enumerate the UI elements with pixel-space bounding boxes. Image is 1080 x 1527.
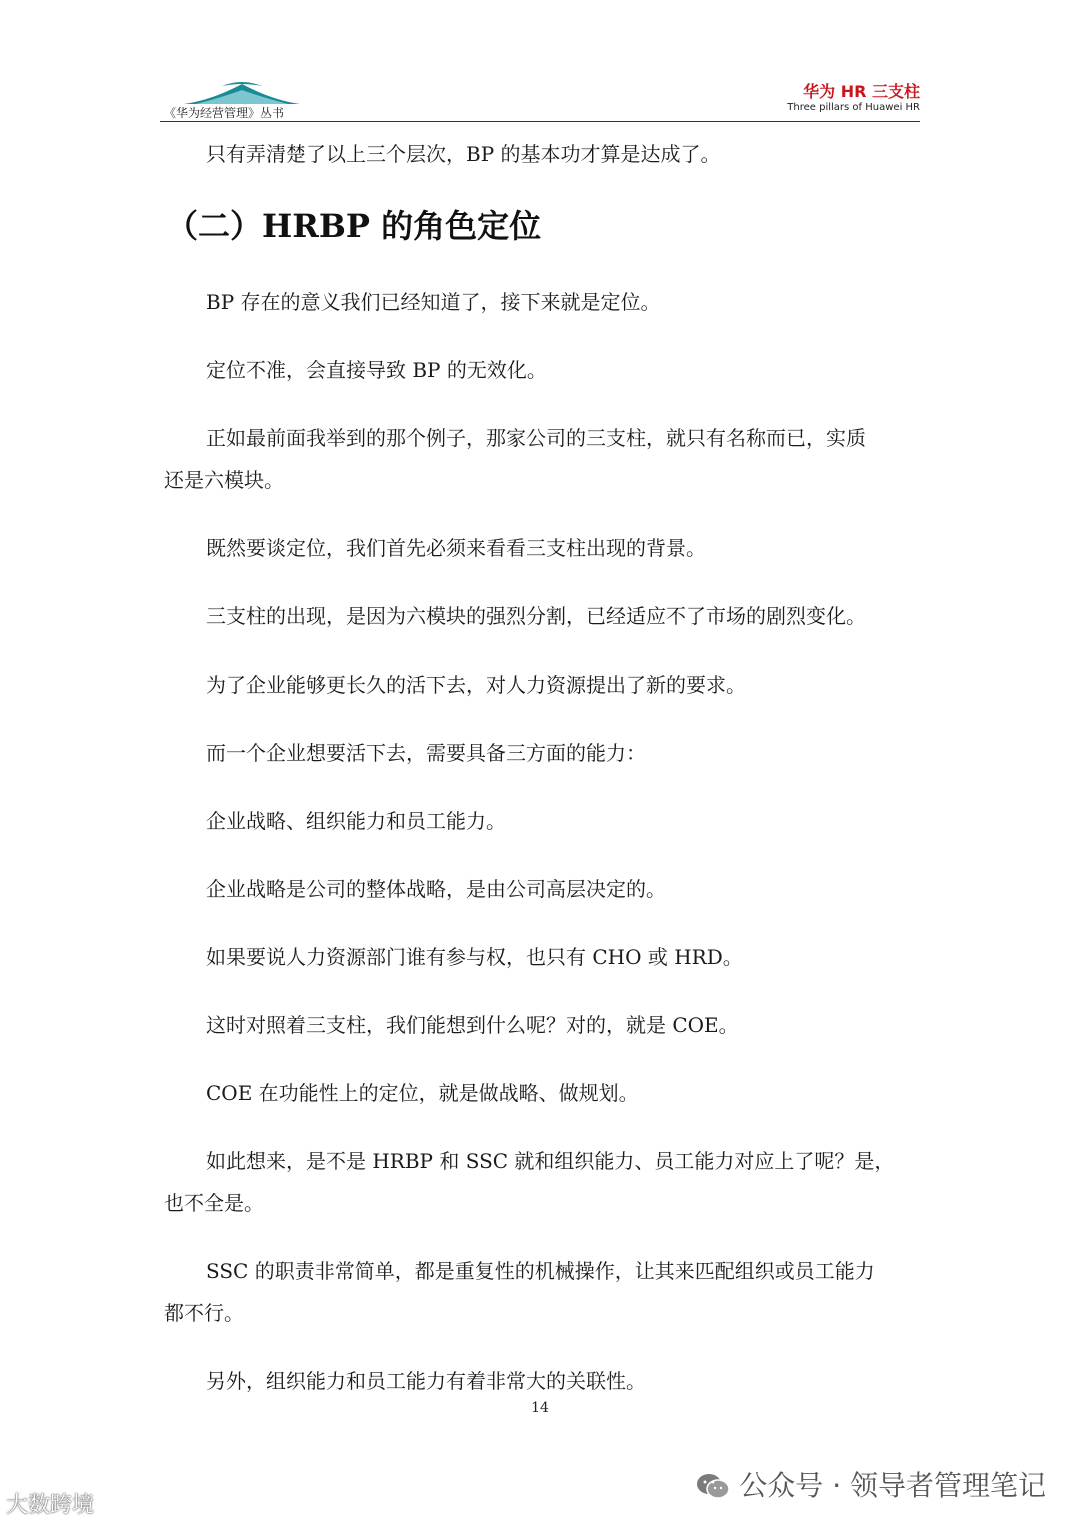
body-line: 另外，组织能力和员工能力有着非常大的关联性。 xyxy=(206,1369,646,1393)
header-divider xyxy=(160,121,920,122)
watermark-left: 大数跨境 xyxy=(6,1493,95,1518)
watermark-right xyxy=(695,1466,1046,1506)
body-line: 定位不准，会直接导致 BP 的无效化。 xyxy=(206,358,547,382)
body-line: 企业战略是公司的整体战略，是由公司高层决定的。 xyxy=(206,877,666,901)
body-line: 既然要谈定位，我们首先必须来看看三支柱出现的背景。 xyxy=(206,536,706,560)
brand-subtitle: Three pillars of Huawei HR xyxy=(787,102,920,113)
mountain-logo-icon xyxy=(182,78,302,106)
body-line: 只有弄清楚了以上三个层次，BP 的基本功才算是达成了。 xyxy=(206,142,721,166)
body-line: 而一个企业想要活下去，需要具备三方面的能力： xyxy=(206,741,646,765)
body-line: SSC 的职责非常简单，都是重复性的机械操作，让其来匹配组织或员工能力 xyxy=(206,1259,875,1283)
brand-title: 华为 HR 三支柱 xyxy=(803,82,920,101)
wechat-icon xyxy=(695,1471,731,1501)
page-header xyxy=(160,70,920,122)
body-line: 为了企业能够更长久的活下去，对人力资源提出了新的要求。 xyxy=(206,673,746,697)
section-heading: （二）HRBP 的角色定位 xyxy=(166,207,542,245)
body-line: 都不行。 xyxy=(164,1301,244,1325)
page-number: 14 xyxy=(531,1400,549,1416)
watermark-right-text: 公众号 · 领导者管理笔记 xyxy=(739,1469,1046,1502)
body-line: COE 在功能性上的定位，就是做战略、做规划。 xyxy=(206,1081,639,1105)
body-line: 企业战略、组织能力和员工能力。 xyxy=(206,809,506,833)
body-line: 如果要说人力资源部门谁有参与权，也只有 CHO 或 HRD。 xyxy=(206,945,743,969)
body-line: 还是六模块。 xyxy=(164,468,284,492)
body-line: 也不全是。 xyxy=(164,1191,264,1215)
body-line: 这时对照着三支柱，我们能想到什么呢？对的，就是 COE。 xyxy=(206,1013,739,1037)
book-series-title: 《华为经营管理》丛书 xyxy=(164,106,285,120)
body-line: 如此想来，是不是 HRBP 和 SSC 就和组织能力、员工能力对应上了呢？是， xyxy=(206,1149,895,1173)
body-line: BP 存在的意义我们已经知道了，接下来就是定位。 xyxy=(206,290,661,314)
body-line: 三支柱的出现，是因为六模块的强烈分割，已经适应不了市场的剧烈变化。 xyxy=(206,604,866,628)
brand-block xyxy=(787,82,920,114)
body-line: 正如最前面我举到的那个例子，那家公司的三支柱，就只有名称而已，实质 xyxy=(206,426,866,450)
